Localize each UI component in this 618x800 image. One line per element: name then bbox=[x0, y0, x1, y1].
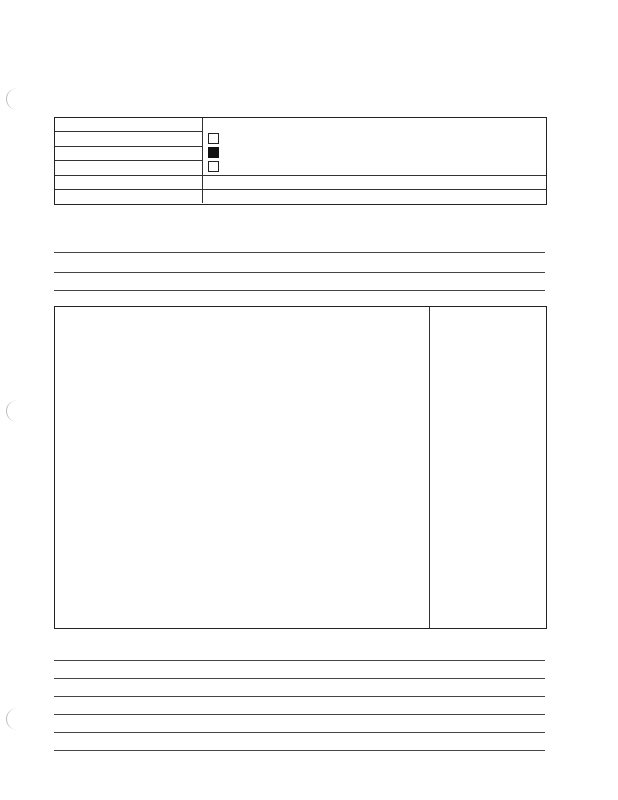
weekly-scheduled-checkbox[interactable] bbox=[208, 147, 219, 158]
punch-hole-mark bbox=[6, 400, 29, 422]
option-rain-event[interactable] bbox=[208, 132, 219, 146]
inspection-info-table bbox=[54, 117, 547, 205]
rain-event-checkbox[interactable] bbox=[208, 133, 219, 144]
punch-hole-mark bbox=[6, 708, 29, 730]
site-entrance-checkbox[interactable] bbox=[208, 161, 219, 172]
conditions-table bbox=[54, 306, 547, 629]
divider bbox=[54, 290, 545, 291]
inspection-type-options bbox=[208, 132, 219, 174]
punch-hole-mark bbox=[6, 88, 29, 110]
option-site-entrance[interactable] bbox=[208, 160, 219, 174]
divider bbox=[54, 252, 545, 253]
option-weekly-scheduled[interactable] bbox=[208, 146, 219, 160]
divider bbox=[54, 272, 545, 273]
